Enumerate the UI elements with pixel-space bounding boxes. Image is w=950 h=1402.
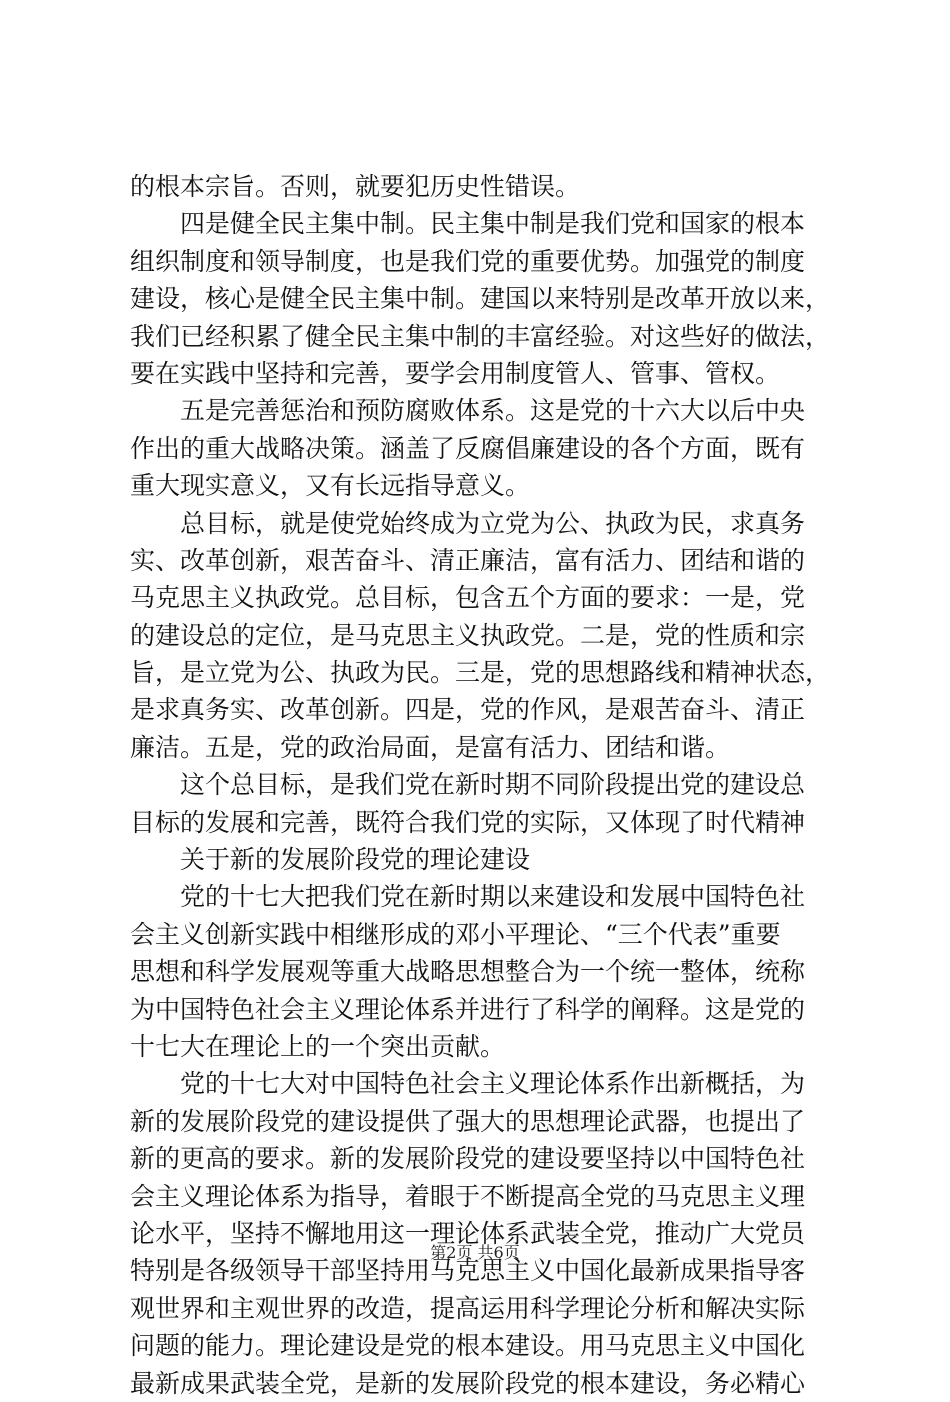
text-line: 观世界和主观世界的改造，提高运用科学理论分析和解决实际 — [130, 1293, 806, 1323]
text-line: 要在实践中坚持和完善，要学会用制度管人、管事、管权。 — [130, 358, 781, 388]
text-line: 会主义创新实践中相继形成的邓小平理论、“三个代表”重要 — [130, 919, 781, 949]
text-line: 党的十七大把我们党在新时期以来建设和发展中国特色社 — [130, 882, 806, 912]
text-line: 这个总目标，是我们党在新时期不同阶段提出党的建设总 — [130, 770, 806, 800]
text-line: 为中国特色社会主义理论体系并进行了科学的阐释。这是党的 — [130, 994, 806, 1024]
text-line: 四是健全民主集中制。民主集中制是我们党和国家的根本 — [130, 209, 806, 239]
text-line: 实、改革创新，艰苦奋斗、清正廉洁，富有活力、团结和谐的 — [130, 545, 806, 575]
text-line: 最新成果武装全党，是新的发展阶段党的根本建设，务必精心 — [130, 1368, 806, 1398]
text-line: 特别是各级领导干部坚持用马克思主义中国化最新成果指导客 — [130, 1256, 806, 1286]
text-line: 的根本宗旨。否则，就要犯历史性错误。 — [130, 172, 581, 201]
page-footer: 第2页 共6页 — [430, 1243, 520, 1262]
text-line: 思想和科学发展观等重大战略思想整合为一个统一整体，统称 — [130, 957, 806, 987]
text-line: 廉洁。五是，党的政治局面，是富有活力、团结和谐。 — [130, 732, 731, 762]
text-line: 旨，是立党为公、执政为民。三是，党的思想路线和精神状态， — [130, 658, 831, 688]
text-line: 作出的重大战略决策。涵盖了反腐倡廉建设的各个方面，既有 — [130, 433, 806, 463]
text-line: 是求真务实、改革创新。四是，党的作风，是艰苦奋斗、清正 — [130, 695, 806, 725]
text-line: 五是完善惩治和预防腐败体系。这是党的十六大以后中央 — [130, 396, 806, 426]
text-line: 关于新的发展阶段党的理论建设 — [130, 845, 531, 875]
text-line: 新的更高的要求。新的发展阶段党的建设要坚持以中国特色社 — [130, 1144, 806, 1174]
text-line: 问题的能力。理论建设是党的根本建设。用马克思主义中国化 — [130, 1331, 806, 1361]
text-line: 论水平，坚持不懈地用这一理论体系武装全党，推动广大党员 — [130, 1218, 806, 1248]
text-line: 马克思主义执政党。总目标，包含五个方面的要求：一是，党 — [130, 583, 806, 613]
text-line: 党的十七大对中国特色社会主义理论体系作出新概括，为 — [130, 1069, 806, 1099]
text-line: 会主义理论体系为指导，着眼于不断提高全党的马克思主义理 — [130, 1181, 806, 1211]
text-line: 建设，核心是健全民主集中制。建国以来特别是改革开放以来， — [130, 284, 831, 314]
text-line: 重大现实意义，又有长远指导意义。 — [130, 471, 531, 501]
text-line: 的建设总的定位，是马克思主义执政党。二是，党的性质和宗 — [130, 620, 806, 650]
text-line: 组织制度和领导制度，也是我们党的重要优势。加强党的制度 — [130, 246, 806, 276]
text-line: 新的发展阶段党的建设提供了强大的思想理论武器，也提出了 — [130, 1106, 806, 1136]
text-line: 我们已经积累了健全民主集中制的丰富经验。对这些好的做法， — [130, 321, 831, 351]
document-body — [130, 168, 842, 1402]
text-line: 总目标，就是使党始终成为立党为公、执政为民，求真务 — [130, 508, 806, 538]
text-line: 十七大在理论上的一个突出贡献。 — [130, 1031, 506, 1061]
text-line: 目标的发展和完善，既符合我们党的实际，又体现了时代精神 — [130, 807, 806, 837]
